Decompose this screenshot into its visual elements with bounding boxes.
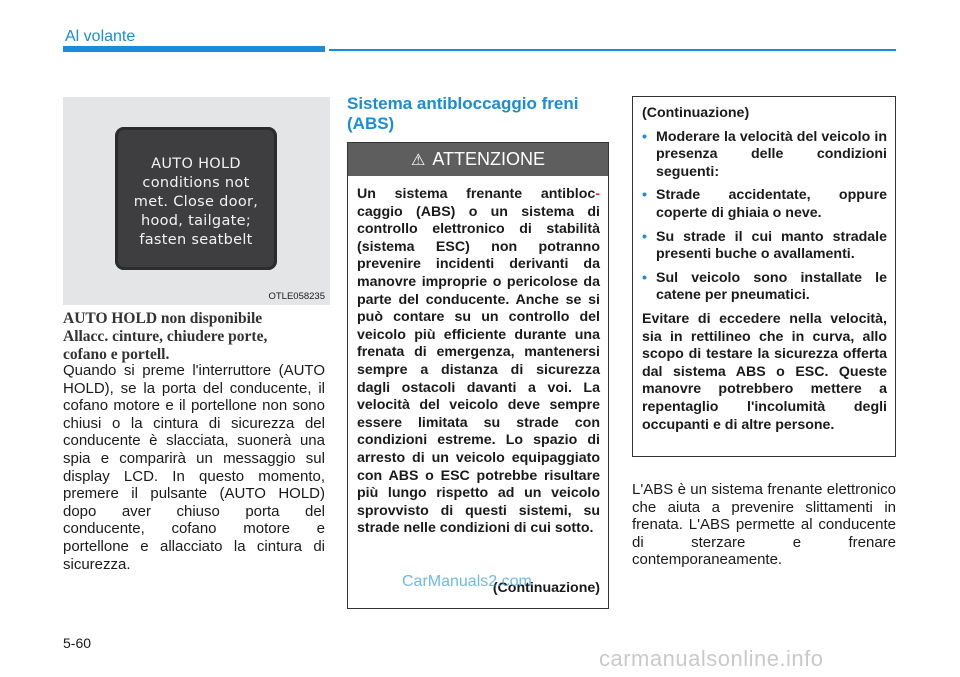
page-number: 5-60 — [63, 635, 92, 651]
inline-watermark: CarManuals2.com — [402, 573, 532, 590]
warning-header — [348, 143, 608, 176]
warning-label: ATTENZIONE — [432, 149, 545, 169]
bullet-dot-icon: • — [642, 269, 647, 286]
figure-code: OTLE058235 — [268, 291, 325, 302]
abs-description: L'ABS è un sistema frenante elettronico che aiuta a prevenire slittamenti in frenata. L'ABS permette al conducente di sterzare e frenare contemporaneamente. — [632, 481, 896, 569]
figure-display — [63, 97, 330, 305]
footer-watermark: carmanualsonline.info — [599, 646, 824, 671]
abs-heading: Sistema antibloccaggio freni (ABS) — [347, 94, 579, 133]
bullet-item: • Su strade il cui manto stradale presenti buche o avallamenti. — [642, 228, 887, 263]
bullet-dot-icon: • — [642, 128, 647, 145]
bullet-item: • Moderare la velocità del veicolo in presenza delle condizioni seguenti: — [642, 128, 887, 180]
warning-text-part-a: Un sistema frenante antibloc — [357, 186, 596, 202]
lcd-message: AUTO HOLD conditions not met. Close door, hood, tailgate; fasten seatbelt — [133, 156, 259, 248]
continuation-heading: (Continuazione) — [642, 105, 750, 121]
continuation-closing: Evitare di eccedere nella velocità, sia in rettilineo che in curva, allo scopo di testare la sicurezza offerta dal sistema ABS o ESC. Queste manovre potrebbero mettere a repentaglio l'incolumità degli occupanti e di altre persone. — [642, 310, 887, 433]
bullet-item: • Sul veicolo sono installate le catene per pneumatici. — [642, 269, 887, 304]
warning-text — [357, 186, 600, 538]
warning-hyphen: - — [595, 186, 600, 202]
warning-triangle-icon: ⚠ — [410, 152, 426, 169]
bullet-dot-icon: • — [642, 187, 647, 204]
header-rule-thin — [329, 49, 896, 51]
auto-hold-paragraph: Quando si preme l'interruttore (AUTO HOLD), se la porta del conducente, il cofano motore e il portellone non sono chiusi o la cintura di sicurezza del conducente è slacciata, suonerà una spia e comparirà un messaggio sul display LCD. In questo momento, premere il pulsante (AUTO HOLD) dopo aver chiuso porta del conducente, cofano motore e portellone e allacciato la cintura di sicurezza. — [63, 362, 325, 573]
figure-caption: AUTO HOLD non disponibile Allacc. cinture, chiudere porte, cofano e portell. — [63, 310, 268, 363]
warning-box — [347, 142, 609, 609]
continued-label: (Continuazione) — [492, 580, 600, 596]
lcd-screen — [115, 127, 277, 270]
bullet-item: • Strade accidentate, oppure coperte di ghiaia o neve. — [642, 187, 887, 221]
warning-text-part-b: caggio (ABS) o un sistema di controllo elettronico di stabilità (sistema ESC) non potranno prevenire incidenti derivanti da manovre improprie o pericolose da parte del conducente. Anche se si può contare su un controllo del veicolo più efficiente durante una frenata di emergenza, mantenersi sempre a distanza di sicurezza dagli ostacoli davanti a voi. La velocità del veicolo deve sempre essere limitata su strade con condizioni estreme. Lo spazio di arresto di un veicolo equipaggiato con ABS o ESC potrebbe risultare più lungo rispetto ad un veicolo sprovvisto di questi sistemi, su strade nelle condizioni di cui sotto. — [357, 203, 600, 537]
bullet-dot-icon: • — [642, 228, 647, 245]
header-rule-thick — [63, 46, 325, 52]
section-title: Al volante — [65, 28, 136, 45]
continuation-box — [632, 96, 896, 457]
